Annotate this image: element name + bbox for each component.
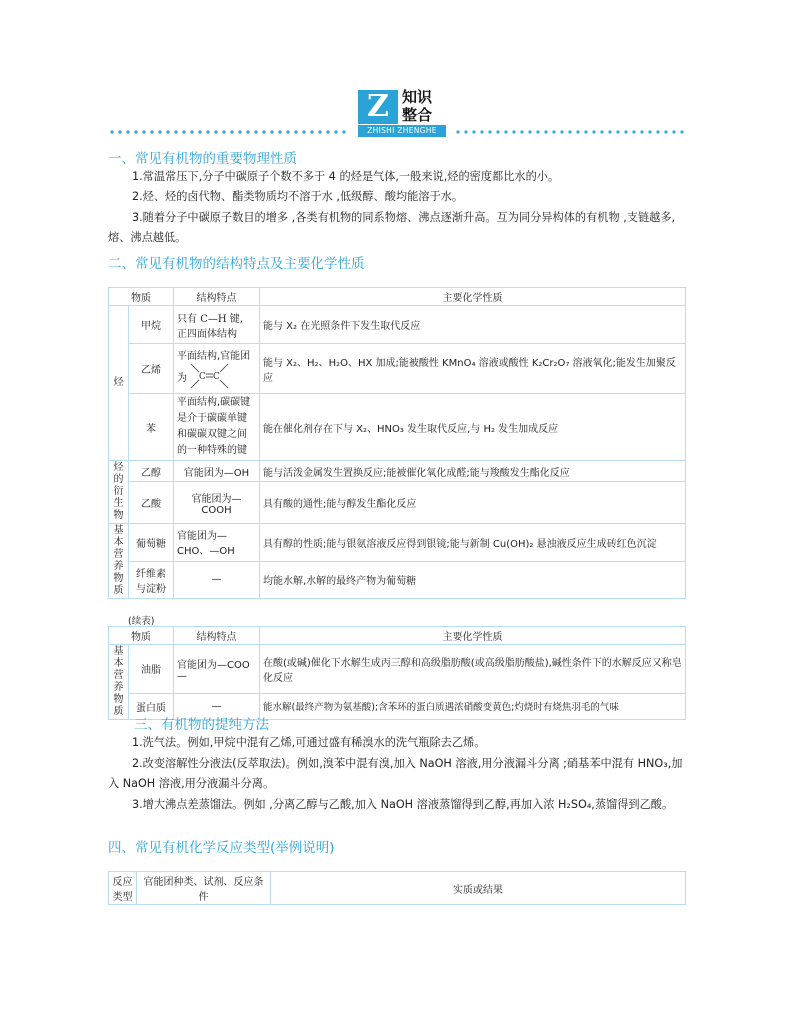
banner-title: 知识 整合 [402,88,433,124]
property-cell: 能与 X₂、H₂、H₂O、HX 加成;能被酸性 KMnO₄ 溶液或酸性 K₂Cr₂O₇ 溶液氧化;能发生加聚反应 [260,344,686,394]
section-3-title: 三、有机物的提纯方法 [134,717,269,733]
col-header-structure: 结构特点 [174,627,260,645]
structure-cell: 官能团为—CHO、—OH [174,524,260,562]
s3-paragraph-3: 3.增大沸点差蒸馏法。例如 ,分离乙醇与乙酸,加入 NaOH 溶液蒸馏得到乙醇,再加入浓 H₂SO₄,蒸馏得到乙酸。 [132,798,674,811]
s1-paragraph-2: 2.烃、烃的卤代物、酯类物质均不溶于水 ,低级醇、酸均能溶于水。 [132,190,464,203]
group-hydrocarbon: 烃 [109,306,129,461]
substance-name: 乙醇 [129,461,174,482]
section-2-title: 二、常见有机物的结构特点及主要化学性质 [108,256,365,272]
structure-cell: — [174,693,260,719]
group-nutrient: 基本营养物质 [109,645,129,720]
table-row [109,561,686,599]
table-row [109,394,686,461]
substance-name: 油脂 [129,645,174,694]
table-header-row [109,627,686,645]
table-row [109,306,686,344]
structure-cell: 平面结构,官能团 为 C C [174,344,260,394]
col-header-result: 实质或结果 [271,872,686,905]
section-banner [108,88,686,144]
col-header-substance: 物质 [109,288,174,306]
col-header-substance: 物质 [109,627,174,645]
table-caption: (续表) [128,616,155,627]
z-logo-icon: Z [358,90,398,124]
structure-cell: 官能团为—COO— [174,645,260,694]
col-header-reaction-type: 反应类型 [109,872,137,905]
property-cell: 能与 X₂ 在光照条件下发生取代反应 [260,306,686,344]
properties-table [108,287,686,599]
property-cell: 能在催化剂存在下与 X₂、HNO₃ 发生取代反应,与 H₂ 发生加成反应 [260,394,686,461]
substance-name: 乙酸 [129,482,174,524]
s1-paragraph-1: 1.常温常压下,分子中碳原子个数不多于 4 的烃是气体,一般来说,烃的密度都比水的小。 [132,170,560,183]
col-header-properties: 主要化学性质 [260,627,686,645]
structure-cell: 官能团为—COOH [174,482,260,524]
structure-cell: 官能团为—OH [174,461,260,482]
structure-cell: — [174,561,260,599]
table-row [109,461,686,482]
s1-paragraph-3: 3.随着分子中碳原子数目的增多 ,各类有机物的同系物熔、沸点逐渐升高。互为同分异构体的有机物 ,支链越多,熔、沸点越低。 [108,211,676,244]
banner-pinyin: ZHISHI ZHENGHE [358,125,446,137]
substance-name: 葡萄糖 [129,524,174,562]
table-header-row [109,288,686,306]
svg-text:C: C [213,372,220,382]
table-row [109,344,686,394]
property-cell: 能水解(最终产物为氨基酸);含苯环的蛋白质遇浓硝酸变黄色;灼烧时有烧焦羽毛的气味 [260,693,686,719]
property-cell: 在酸(或碱)催化下水解生成丙三醇和高级脂肪酸(或高级脂肪酸盐),碱性条件下的水解反应又称皂化反应 [260,645,686,694]
property-cell: 具有酸的通性;能与醇发生酯化反应 [260,482,686,524]
substance-name: 纤维素与淀粉 [129,561,174,599]
substance-name: 甲烷 [129,306,174,344]
table-row [109,524,686,562]
table-header-row [109,872,686,905]
section-1-title: 一、常见有机物的重要物理性质 [108,151,297,167]
col-header-properties: 主要化学性质 [260,288,686,306]
property-cell: 具有醇的性质;能与银氨溶液反应得到银镜;能与新制 Cu(OH)₂ 悬浊液反应生成砖红色沉淀 [260,524,686,562]
substance-name: 乙烯 [129,344,174,394]
double-bond-structure-icon [187,362,231,390]
property-cell: 能与活泼金属发生置换反应;能被催化氧化成醛;能与羧酸发生酯化反应 [260,461,686,482]
properties-table-continued [108,626,686,720]
reaction-types-table [108,871,686,905]
svg-text:C: C [199,372,206,382]
dotted-rule-left [108,130,348,134]
group-derivative: 烃的衍生物 [109,461,129,524]
table-row [109,482,686,524]
col-header-structure: 结构特点 [174,288,260,306]
s3-paragraph-1: 1.洗气法。例如,甲烷中混有乙烯,可通过盛有稀溴水的洗气瓶除去乙烯。 [132,736,486,749]
substance-name: 蛋白质 [129,693,174,719]
dotted-rule-right [454,130,686,134]
structure-cell: 只有 C—H 键, 正四面体结构 [174,306,260,344]
structure-cell: 平面结构,碳碳键是介于碳碳单键和碳碳双键之间的一种特殊的键 [174,394,260,461]
property-cell: 均能水解,水解的最终产物为葡萄糖 [260,561,686,599]
s3-paragraph-2: 2.改变溶解性分液法(反萃取法)。例如,溴苯中混有溴,加入 NaOH 溶液,用分液漏斗分离 ;硝基苯中混有 HNO₃,加入 NaOH 溶液,用分液漏斗分离。 [108,757,683,790]
group-nutrient: 基本营养物质 [109,524,129,599]
section-4-title: 四、常见有机化学反应类型(举例说明) [108,840,335,856]
col-header-conditions: 官能团种类、试剂、反应条件 [137,872,271,905]
substance-name: 苯 [129,394,174,461]
table-row [109,645,686,694]
